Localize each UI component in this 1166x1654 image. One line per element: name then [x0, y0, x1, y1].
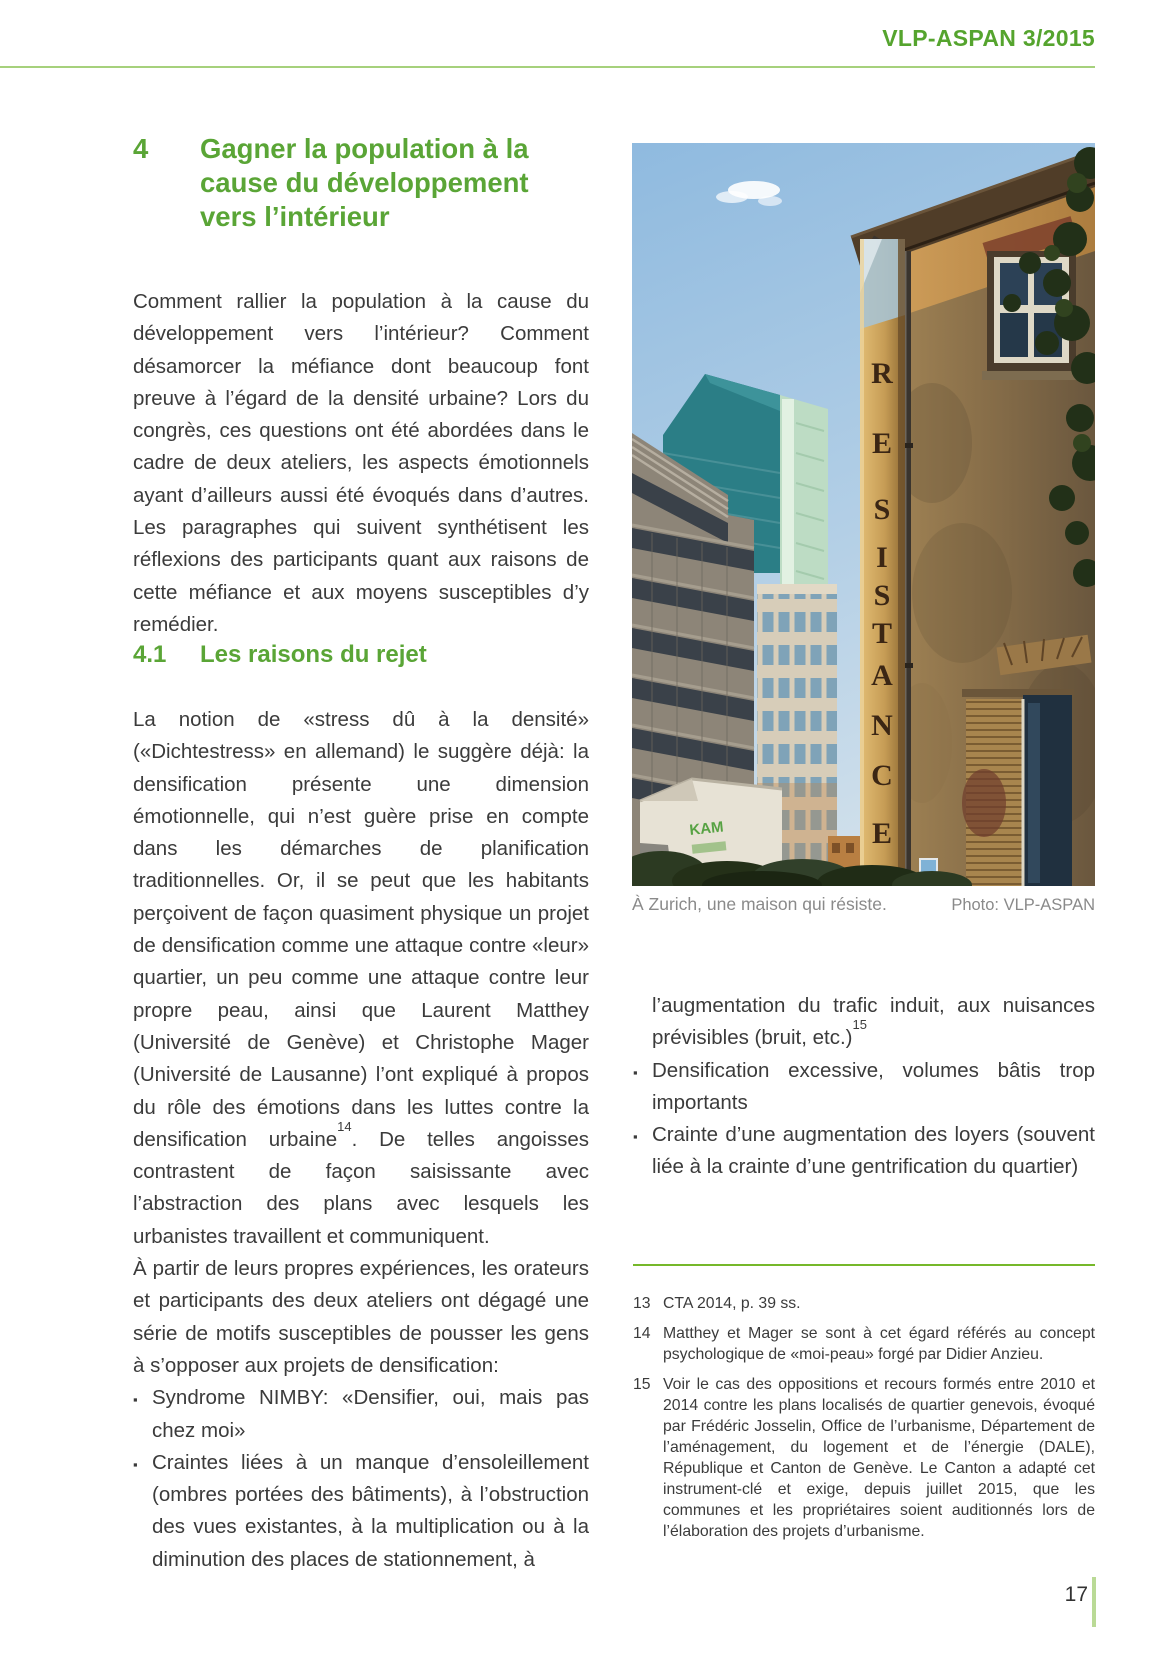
- footnotes-block: [633, 1264, 1095, 1551]
- footnote-text: Matthey et Mager se sont à cet égard référés au concept psychologique de «moi-peau» forgé par Didier Anzieu.: [663, 1325, 1095, 1363]
- bullet-icon: ▪: [133, 1392, 138, 1408]
- svg-text:S: S: [873, 579, 891, 612]
- footnote-text: CTA 2014, p. 39 ss.: [663, 1295, 801, 1312]
- bullet-continuation: [633, 990, 1095, 1055]
- footnote: [633, 1323, 1095, 1365]
- page-number: 17: [1064, 1583, 1088, 1606]
- text-fragment: La notion de «stress dû à la densité» («Dichtestress» en allemand) le suggère déjà: la densification présente une dimension émotionnelle, qui n’est guère prise en compte dans les démarches de planification traditionnelles. Or, il se peut que les habitants perçoivent de façon quasiment physique un projet de densification comme une attaque contre «leur» quartier, un peu comme une attaque contre leur propre peau, ainsi que Laurent Matthey (Université de Genève) et Christophe Mager (Université de Lausanne) l’ont expliqué à propos du rôle des émotions dans les luttes contre la densification urbaine: [133, 708, 589, 1151]
- header-rule: [0, 66, 1095, 68]
- svg-text:C: C: [871, 759, 893, 792]
- list-item: [633, 1055, 1095, 1120]
- svg-text:R: R: [871, 357, 893, 390]
- resistance-sign-text: [871, 357, 893, 850]
- list-item-text: Densification excessive, volumes bâtis trop importants: [652, 1058, 1095, 1114]
- truck-logo-text: KAM: [688, 818, 725, 839]
- bullet-icon: ▪: [133, 1456, 138, 1472]
- body-paragraph-2: À partir de leurs propres expériences, les orateurs et participants des deux ateliers ont dégagé une série de motifs susceptibles de pousser les gens à s’opposer aux projets de densification:: [133, 1257, 589, 1377]
- section-title: Gagner la population à la cause du développement vers l’intérieur: [200, 133, 529, 232]
- bullet-icon: ▪: [633, 1129, 638, 1145]
- text-fragment: l’augmentation du trafic induit, aux nuisances prévisibles (bruit, etc.): [652, 994, 1095, 1050]
- photo-caption: [632, 894, 1095, 915]
- caption-text: À Zurich, une maison qui résiste.: [632, 894, 887, 914]
- footnote: [633, 1293, 1095, 1314]
- footnote-number: 15: [633, 1376, 651, 1393]
- body-block: [133, 704, 589, 1576]
- footnote: [633, 1374, 1095, 1542]
- svg-text:T: T: [871, 617, 893, 650]
- list-item: [133, 1447, 589, 1576]
- right-column: [633, 990, 1095, 1184]
- svg-text:S: S: [873, 493, 891, 526]
- list-item: [133, 1382, 589, 1447]
- left-column: [133, 132, 589, 1582]
- footnote-ref-15: 15: [852, 1017, 867, 1033]
- footnote-number: 13: [633, 1295, 651, 1312]
- list-item-text: Syndrome NIMBY: «Densifier, oui, mais pas chez moi»: [152, 1386, 589, 1442]
- svg-text:I: I: [876, 541, 888, 574]
- bullet-icon: ▪: [633, 1064, 638, 1080]
- photo-credit: Photo: VLP-ASPAN: [951, 896, 1095, 914]
- footnote-number: 14: [633, 1325, 651, 1342]
- list-item-text: Crainte d’une augmentation des loyers (souvent liée à la crainte d’une gentrification du quartier): [652, 1123, 1095, 1179]
- intro-paragraph: Comment rallier la population à la cause du développement vers l’intérieur? Comment désamorcer la méfiance dont beaucoup font preuve à l’égard de la densité urbaine? Lors du congrès, ces questions ont été abordées dans le cadre de deux ateliers, les aspects émotionnels ayant d’ailleurs aussi été évoqués dans d’autres. Les paragraphes qui suivent synthétisent les réflexions des participants quant aux raisons de cette méfiance et aux moyens susceptibles d’y remédier.: [133, 290, 589, 636]
- brick-patch: [962, 769, 1006, 837]
- svg-text:A: A: [871, 659, 893, 692]
- page-number-bar: [1092, 1577, 1096, 1627]
- footnote-text: Voir le cas des oppositions et recours formés entre 2010 et 2014 contre les plans localisés de quartier genevois, évoqué par Frédéric Josselin, Office de l’urbanisme, Département de l’aménagement, du logement et de l’énergie (DALE), République et Canton de Genève. Le Canton a adapté cet instrument-clé et exige, depuis juillet 2015, que les communes et les propriétaires soient auditionnés lors de l’élaboration des projets d’urbanisme.: [663, 1376, 1095, 1540]
- svg-text:E: E: [871, 427, 893, 460]
- section-heading: [133, 132, 589, 234]
- subsection-heading: [133, 640, 589, 670]
- body-paragraph: [133, 704, 589, 1253]
- svg-text:E: E: [871, 817, 893, 850]
- svg-text:N: N: [871, 709, 893, 742]
- list-item-text: Craintes liées à un manque d’ensoleillement (ombres portées des bâtiments), à l’obstruction des vues existantes, à la multiplication ou à la diminution des places de stationnement, à: [152, 1450, 589, 1571]
- list-item: [633, 1119, 1095, 1184]
- resistance-banner: [860, 239, 905, 886]
- old-house: [851, 147, 1095, 886]
- article-photo: [632, 143, 1095, 886]
- footnote-ref-14: 14: [337, 1119, 352, 1135]
- subsection-title: Les raisons du rejet: [200, 641, 427, 668]
- text-fragment: . De telles angoisses contrastent de façon saisissante avec l’abstraction des plans avec lesquels les urbanistes travaillent et communiquent.: [133, 1127, 590, 1248]
- subsection-number: 4.1: [133, 641, 167, 668]
- header-issue-label: VLP-ASPAN 3/2015: [882, 25, 1095, 51]
- section-number: 4: [133, 133, 149, 164]
